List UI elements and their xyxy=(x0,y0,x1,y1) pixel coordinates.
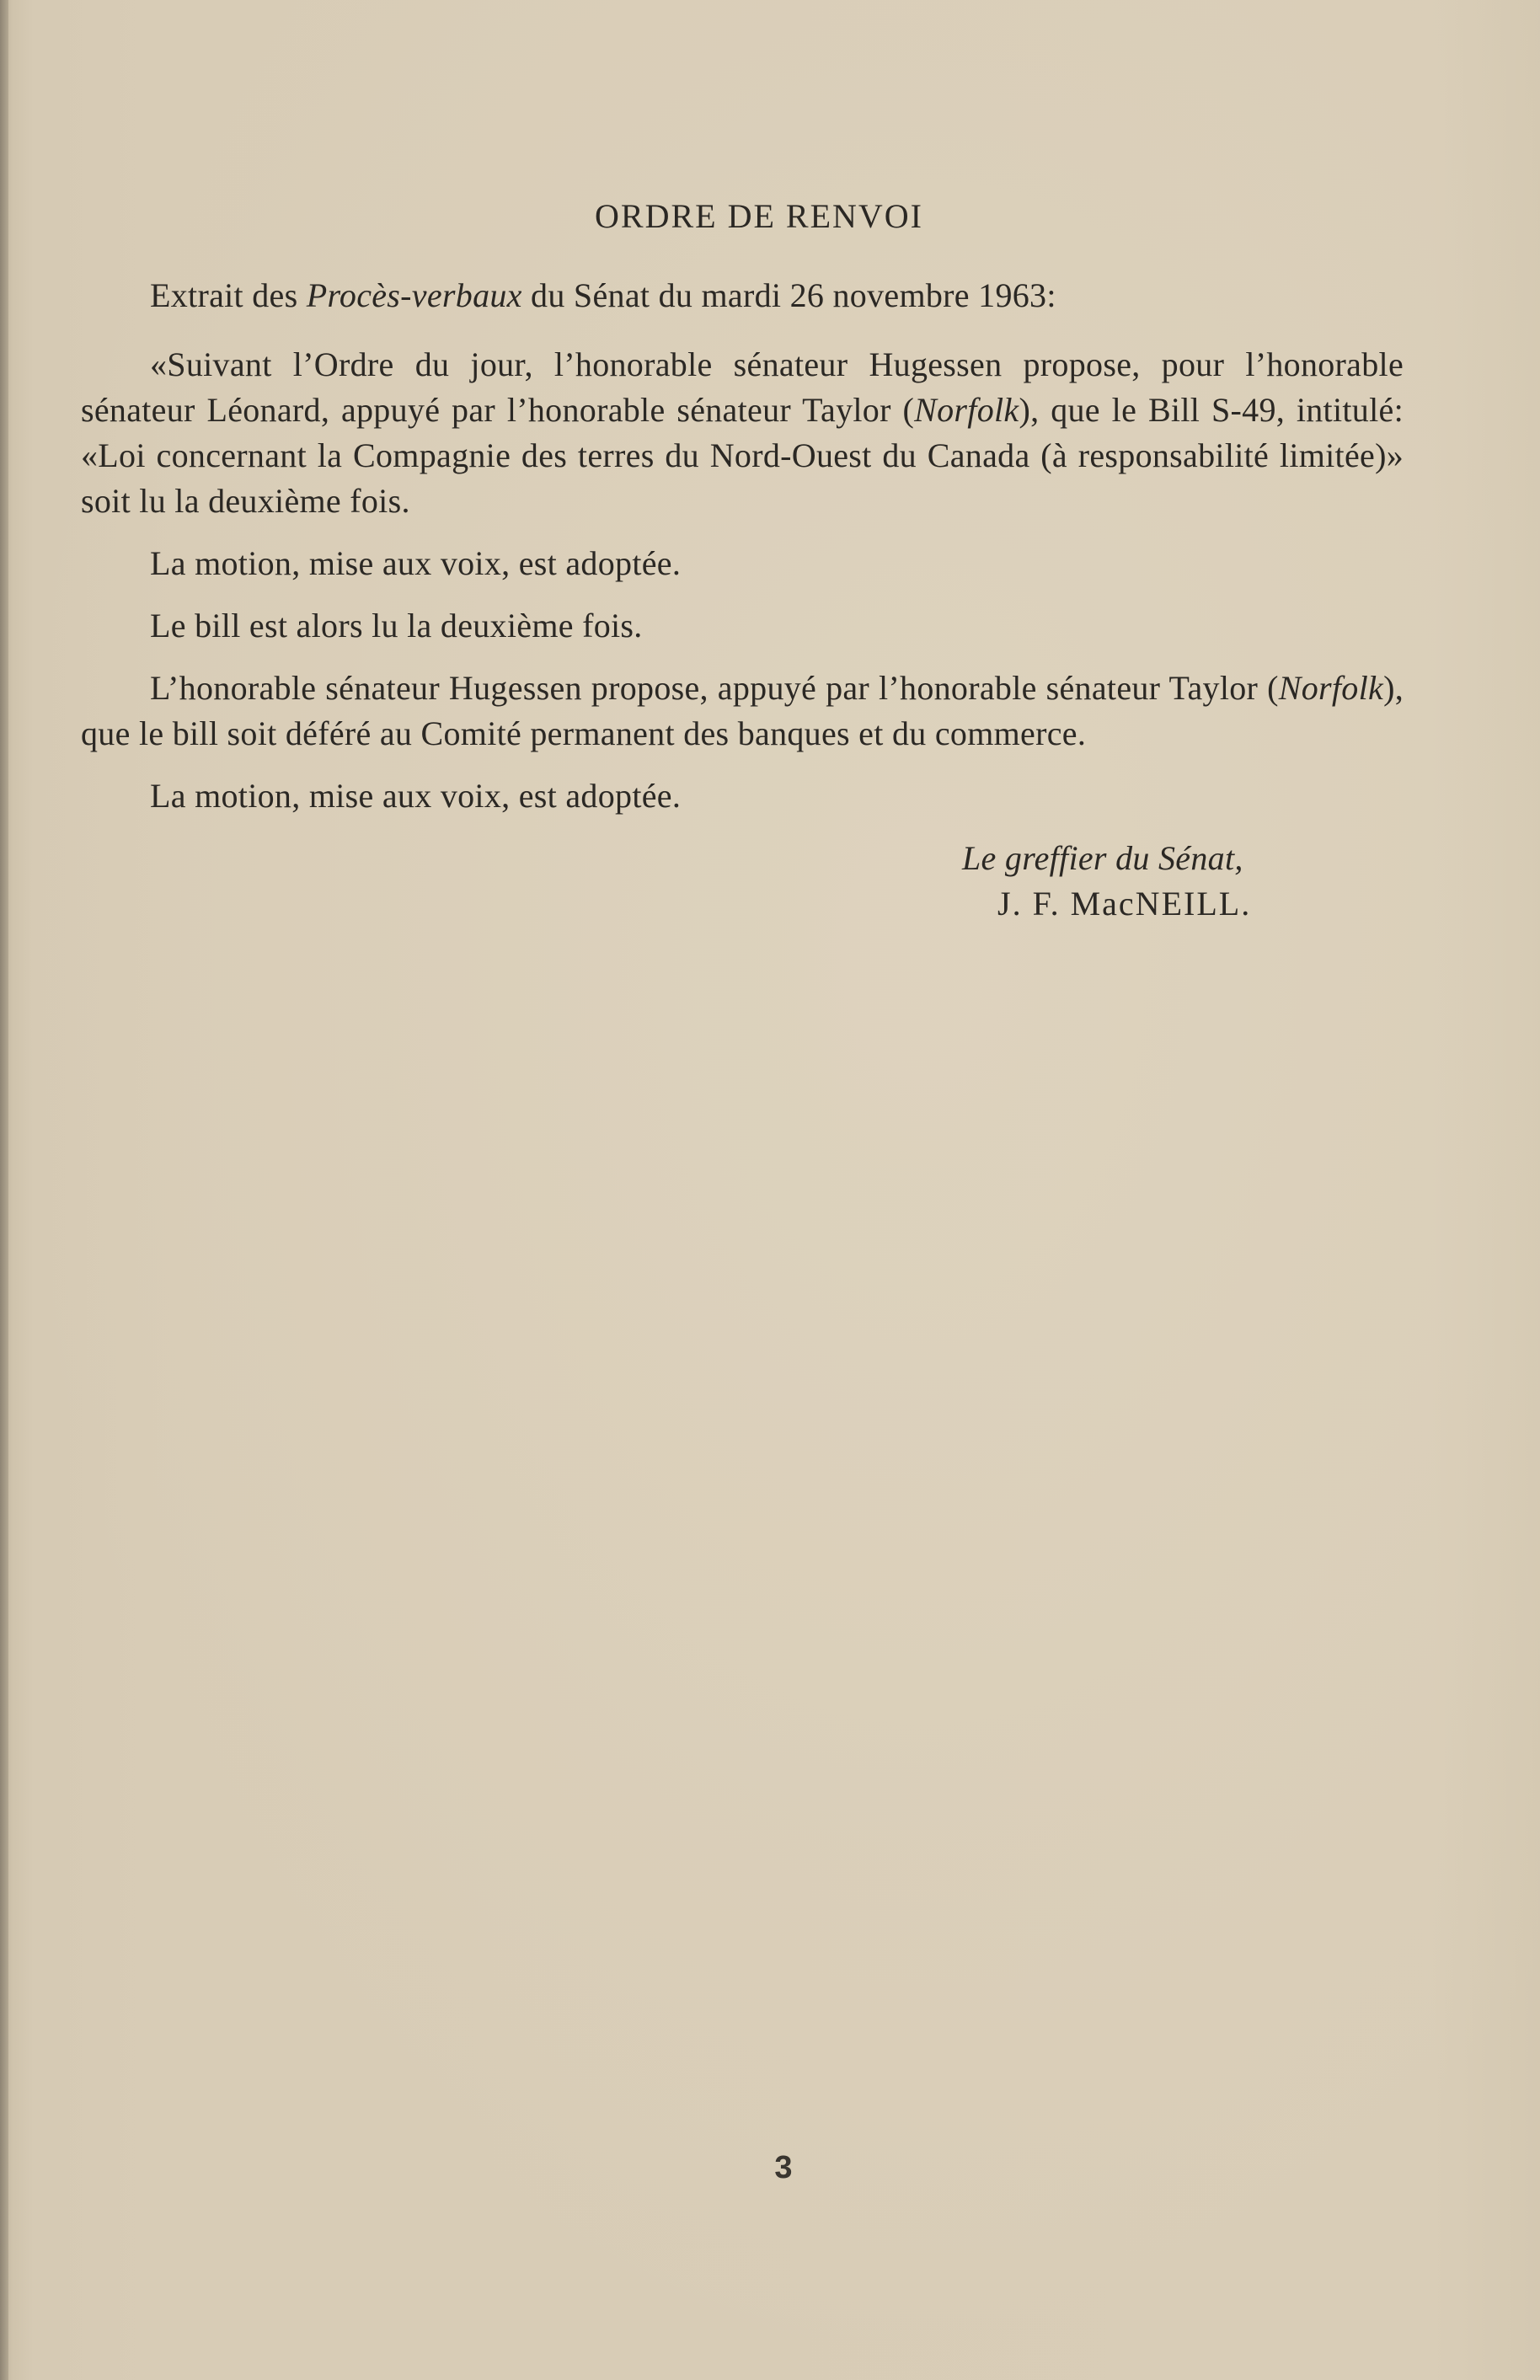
signature-name: J. F. MacNEILL. xyxy=(997,885,1252,923)
paragraph-motion-second-reading xyxy=(81,342,1404,524)
page-number: 3 xyxy=(774,2150,793,2185)
paragraph-motion-adopted-1: La motion, mise aux voix, est adoptée. xyxy=(150,544,682,582)
intro-italic: Procès-verbaux xyxy=(306,276,522,314)
intro-paragraph xyxy=(81,273,1404,318)
para4-text2: ), que le bill soit déféré au Comité permanent des banques et du commerce. xyxy=(81,669,1404,752)
binding-edge xyxy=(0,0,8,2380)
signature-block xyxy=(962,836,1404,927)
document-body xyxy=(81,194,1404,927)
signature-role: Le greffier du Sénat, xyxy=(962,839,1243,877)
para1-italic: Norfolk xyxy=(914,391,1019,429)
page-title: ORDRE DE RENVOI xyxy=(595,197,923,235)
para4-text1: L’honorable sénateur Hugessen propose, appuyé par l’honorable sénateur Taylor ( xyxy=(150,669,1279,707)
paragraph-bill-read: Le bill est alors lu la deuxième fois. xyxy=(150,607,643,644)
intro-after: du Sénat du mardi 26 novembre 1963: xyxy=(521,276,1056,314)
para1-text1: «Suivant l’Ordre du jour, l’honorable sénateur Hugessen propose, pour l’honorable sénateur Léonard, appuyé par l’honorable sénateur Taylor ( xyxy=(81,345,1404,429)
paragraph-motion-referral xyxy=(81,666,1404,757)
para1-text2: ), que le Bill S-49, intitulé: «Loi concernant la Compagnie des terres du Nord-Ouest du Canada (à responsabilité limitée)» soit lu la deuxième fois. xyxy=(81,391,1404,520)
para4-italic: Norfolk xyxy=(1278,669,1384,707)
intro-before: Extrait des xyxy=(150,276,307,314)
paragraph-motion-adopted-2: La motion, mise aux voix, est adoptée. xyxy=(150,777,682,815)
